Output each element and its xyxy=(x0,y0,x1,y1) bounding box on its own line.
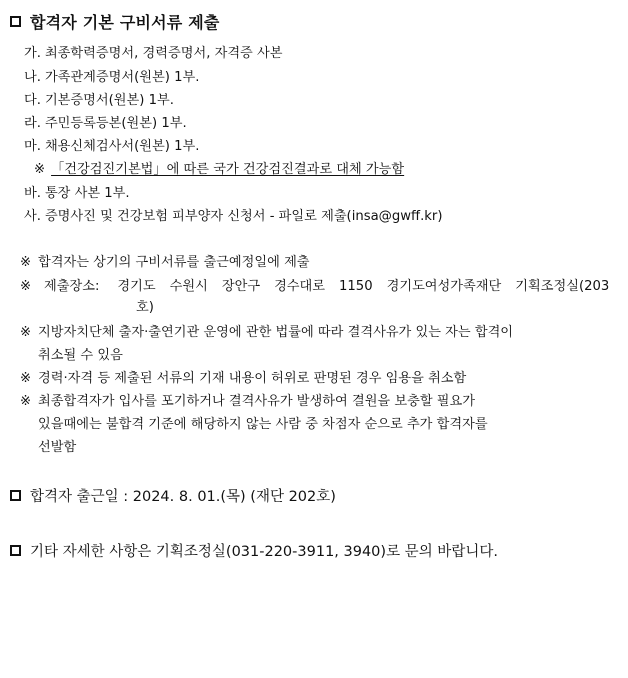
place-word: 1150 xyxy=(339,279,373,294)
item-label: 사. xyxy=(24,209,41,224)
place-word: 수원시 xyxy=(169,279,208,294)
item-text: 채용신체검사서(원본) 1부. xyxy=(44,139,200,154)
document-item xyxy=(24,182,130,201)
item-text: 통장 사본 1부. xyxy=(44,186,130,201)
item-text: 최종학력증명서, 경력증명서, 자격증 사본 xyxy=(44,46,283,61)
note-text-line: 취소될 수 있음 xyxy=(38,348,123,363)
note-text: 합격자는 상기의 구비서류를 출근예정일에 제출 xyxy=(38,255,310,270)
reference-mark: ※ xyxy=(20,371,32,386)
note-local-government-law xyxy=(20,321,513,367)
place-word: 장안구 xyxy=(221,279,261,294)
health-check-note xyxy=(34,158,404,177)
item-label: 라. xyxy=(24,116,41,131)
note-text-line: 최종합격자가 입사를 포기하거나 결격사유가 발생하여 결원을 보충할 필요가 xyxy=(38,394,475,409)
section-heading-documents xyxy=(10,10,220,33)
note-false-information xyxy=(20,367,466,386)
document-item xyxy=(24,42,282,61)
place-word: 기획조정실(203 xyxy=(515,279,610,294)
note-submit-deadline xyxy=(20,251,310,270)
item-label: 가. xyxy=(24,46,41,61)
note-text: 경력·자격 등 제출된 서류의 기재 내용이 허위로 판명된 경우 임용을 취소함 xyxy=(38,371,467,386)
checkbox-square-icon xyxy=(10,545,21,556)
checkbox-square-icon xyxy=(10,16,21,27)
reference-mark: ※ xyxy=(20,325,32,340)
item-text: 기본증명서(원본) 1부. xyxy=(44,93,174,108)
section-title: 합격자 기본 구비서류 제출 xyxy=(30,13,220,32)
document-item xyxy=(24,66,199,85)
note-text-line: 선발함 xyxy=(38,440,77,455)
place-word: 경수대로 xyxy=(274,279,326,294)
reference-mark: ※ xyxy=(34,162,46,177)
document-item xyxy=(24,112,187,131)
item-text: 가족관계증명서(원본) 1부. xyxy=(44,70,200,85)
contact-text: 기타 자세한 사항은 기획조정실(031-220-3911, 3940)로 문의 바랍니다. xyxy=(30,544,498,560)
place-field-label: 제출장소: xyxy=(44,279,100,294)
item-text: 증명사진 및 건강보험 피부양자 신청서 - 파일로 제출(insa@gwff.kr) xyxy=(44,209,443,224)
reference-mark: ※ xyxy=(20,279,32,294)
note-submit-place xyxy=(20,275,609,294)
note-text-line: 있을때에는 불합격 기준에 해당하지 않는 사람 중 차점자 순으로 추가 합격자를 xyxy=(38,417,488,432)
place-word: 경기도여성가족재단 xyxy=(386,279,502,294)
document-item xyxy=(24,205,443,224)
reference-mark: ※ xyxy=(20,394,32,409)
section-contact xyxy=(10,540,498,561)
place-word: 경기도 xyxy=(117,279,156,294)
document-item xyxy=(24,135,199,154)
item-label: 다. xyxy=(24,93,41,108)
item-text: 주민등록등본(원본) 1부. xyxy=(44,116,187,131)
item-label: 마. xyxy=(24,139,41,154)
note-submit-place-continuation: 호) xyxy=(136,300,154,315)
note-replacement-candidates xyxy=(20,390,488,459)
start-date-text: 합격자 출근일 : 2024. 8. 01.(목) (재단 202호) xyxy=(30,489,336,505)
item-label: 바. xyxy=(24,186,41,201)
item-label: 나. xyxy=(24,70,41,85)
underlined-note-text: 「건강검진기본법」에 따른 국가 건강검진결과로 대체 가능함 xyxy=(51,162,405,177)
reference-mark: ※ xyxy=(20,255,32,270)
checkbox-square-icon xyxy=(10,490,21,501)
section-start-date xyxy=(10,485,336,506)
note-text-line: 지방자치단체 출자·출연기관 운영에 관한 법률에 따라 결격사유가 있는 자는 합격이 xyxy=(38,325,514,340)
document-item xyxy=(24,89,174,108)
